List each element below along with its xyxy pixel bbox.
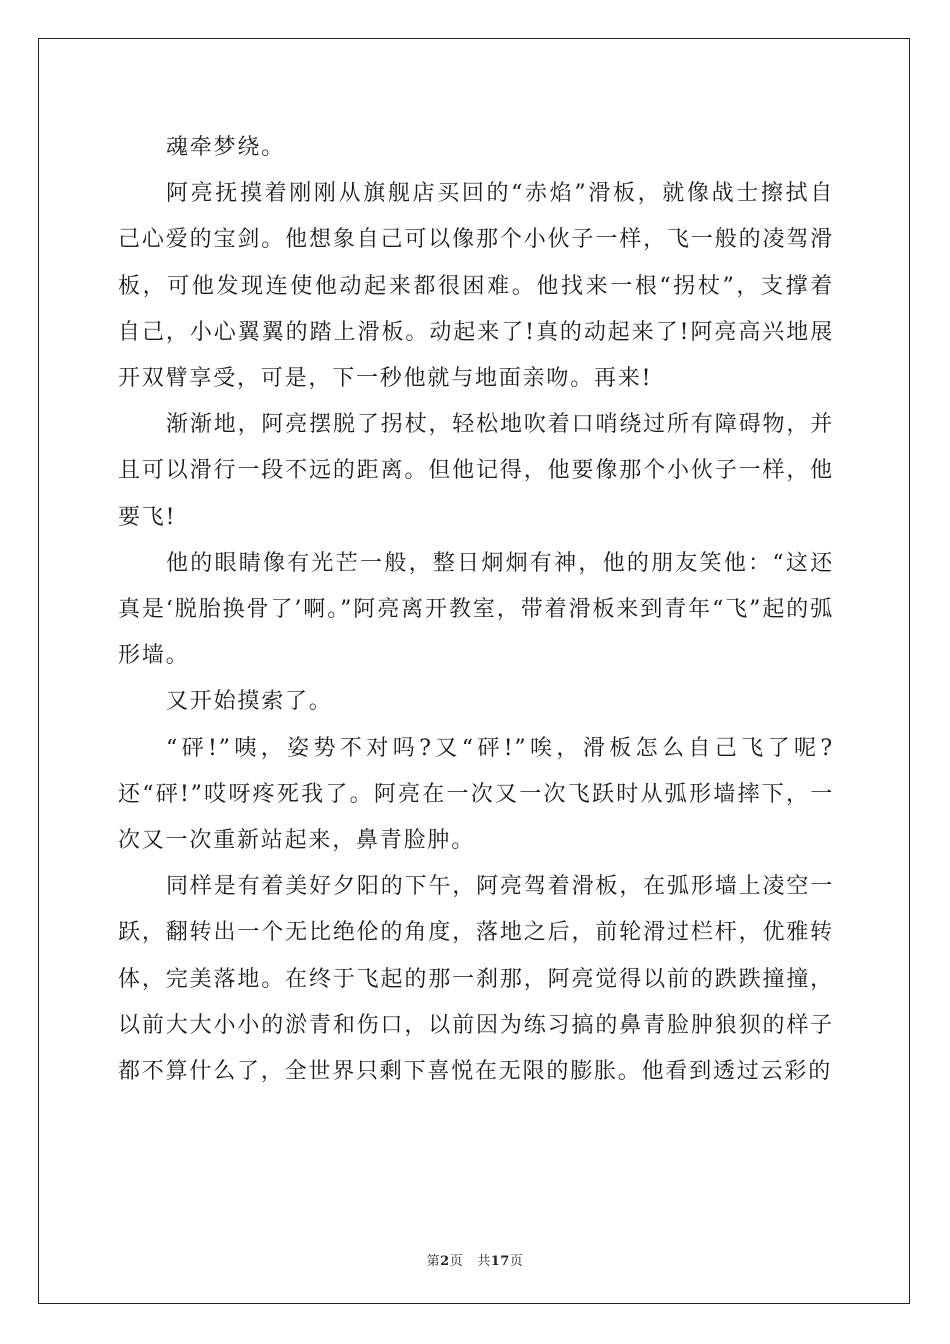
paragraph-5: 又开始摸索了。 bbox=[166, 689, 333, 715]
paragraph-1: 魂牵梦绕。 bbox=[166, 135, 286, 160]
total-suffix: 页 bbox=[509, 1254, 524, 1269]
page-number: 2 bbox=[440, 1254, 450, 1269]
page-footer bbox=[0, 1250, 950, 1269]
document-body bbox=[118, 125, 834, 1095]
paragraph-4: 他的眼睛像有光芒一般，整日炯炯有神，他的朋友笑他：“这还真是‘脱胎换骨了’啊。”阿亮离开教室，带着滑板来到青年“飞”起的弧形墙。 bbox=[118, 550, 834, 669]
total-prefix: 共 bbox=[477, 1254, 491, 1269]
paragraph-3: 渐渐地，阿亮摆脱了拐杖，轻松地吹着口哨绕过所有障碍物，并且可以滑行一段不远的距离。但他记得，他要像那个小伙子一样，他要飞! bbox=[118, 412, 834, 530]
total-pages: 17 bbox=[490, 1254, 510, 1269]
page-suffix: 页 bbox=[449, 1254, 464, 1269]
paragraph-6: “砰!”咦，姿势不对吗?又“砰!”唉，滑板怎么自己飞了呢?还“砰!”哎呀疼死我了。阿亮在一次又一次飞跃时从弧形墙摔下，一次又一次重新站起来，鼻青脸肿。 bbox=[118, 735, 834, 854]
paragraph-2: 阿亮抚摸着刚刚从旗舰店买回的“赤焰”滑板，就像战士擦拭自己心爱的宝剑。他想象自己可以像那个小伙子一样，飞一般的凌驾滑板，可他发现连使他动起来都很困难。他找来一根“拐杖”，支撑着自己，小心翼翼的踏上滑板。动起来了!真的动起来了!阿亮高兴地展开双臂享受，可是，下一秒他就与地面亲吻。再来! bbox=[118, 181, 834, 392]
paragraph-7: 同样是有着美好夕阳的下午，阿亮驾着滑板，在弧形墙上凌空一跃，翻转出一个无比绝伦的角度，落地之后，前轮滑过栏杆，优雅转体，完美落地。在终于飞起的那一刹那，阿亮觉得以前的跌跌撞撞，以前大大小小的淤青和伤口，以前因为练习搞的鼻青脸肿狼狈的样子都不算什么了，全世界只剩下喜悦在无限的膨胀。他看到透过云彩的 bbox=[118, 874, 834, 1085]
page-prefix: 第 bbox=[426, 1254, 441, 1269]
